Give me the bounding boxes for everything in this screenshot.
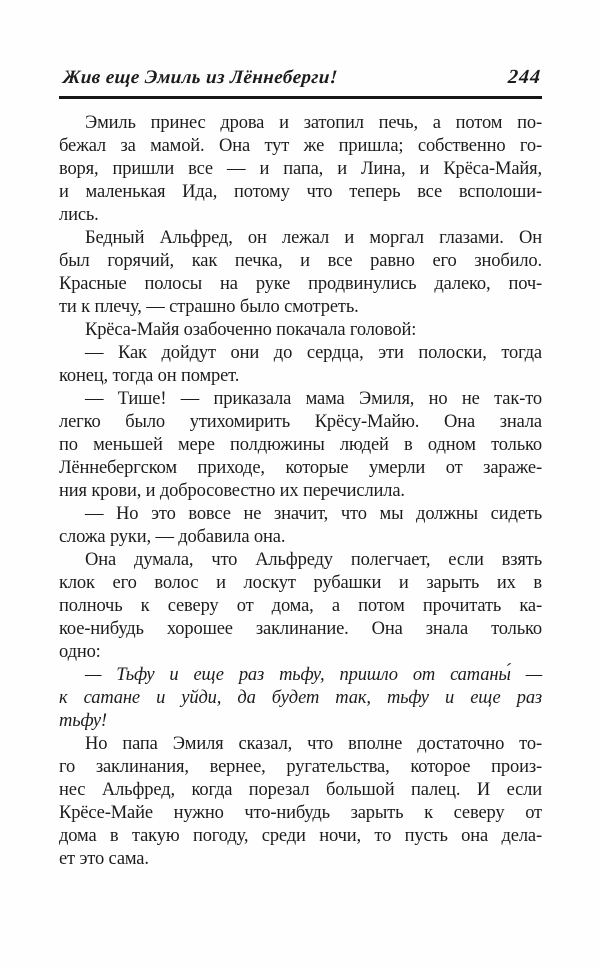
text-line: одно: — [59, 642, 101, 662]
page-number: 244 — [507, 66, 542, 88]
text-line: Она думала, что Альфреду полегчает, если взять — [85, 550, 542, 570]
text-line: полночь к северу от дома, а потом прочитать ка- — [59, 596, 542, 616]
text-line: бежал за мамой. Она тут же пришла; собственно го- — [59, 136, 542, 156]
text-line: и маленькая Ида, потому что теперь все всполоши- — [59, 182, 542, 202]
text-line: клок его волос и лоскут рубашки и зарыть их в — [59, 573, 542, 593]
text-line: ния крови, и добросовестно их перечислила. — [59, 481, 405, 501]
text-line: был горячий, как печка, и все равно его знобило. — [59, 251, 542, 271]
text-line: дома в такую погоду, среди ночи, то пусть она дела- — [59, 826, 542, 846]
text-line: кое-нибудь хорошее заклинание. Она знала только — [59, 619, 542, 639]
text-line: лись. — [59, 205, 99, 225]
text-line: — Но это вовсе не значит, что мы должны сидеть — [85, 504, 542, 524]
text-line: Крёсе-Майе нужно что-нибудь зарыть к северу от — [59, 803, 542, 823]
header-rule — [59, 96, 542, 99]
text-line: Красные полосы на руке продвинулись далеко, поч- — [59, 274, 542, 294]
text-line: тьфу! — [59, 711, 107, 731]
text-line: конец, тогда он помрет. — [59, 366, 240, 386]
running-header — [58, 66, 543, 89]
text-line: ти к плечу, — страшно было смотреть. — [59, 297, 359, 317]
text-line: легко было утихомирить Крёсу-Майю. Она знала — [59, 412, 542, 432]
running-title: Жив еще Эмиль из Лённеберги! — [62, 67, 339, 88]
text-line: к сатане и уйди, да будет так, тьфу и еще раз — [59, 688, 542, 708]
text-line: по меньшей мере полдюжины людей в одном только — [59, 435, 542, 455]
text-line: Бедный Альфред, он лежал и моргал глазами. Он — [85, 228, 542, 248]
page-content — [59, 66, 542, 871]
text-line: Крёса-Майя озабоченно покачала головой: — [85, 320, 417, 340]
text-line: воря, пришли все — и папа, и Лина, и Крёса-Майя, — [59, 159, 542, 179]
text-line: — Как дойдут они до сердца, эти полоски, тогда — [85, 343, 542, 363]
text-line: — Тьфу и еще раз тьфу, пришло от сатаны́ — — [85, 665, 542, 685]
text-line: ет это сама. — [59, 849, 149, 869]
text-line: го заклинания, вернее, ругательства, которое произ- — [59, 757, 542, 777]
text-line: сложа руки, — добавила она. — [59, 527, 286, 547]
text-line: Эмиль принес дрова и затопил печь, а потом по- — [85, 113, 542, 133]
body-text — [59, 112, 542, 871]
text-line: Лённебергском приходе, которые умерли от зараже- — [59, 458, 542, 478]
text-line: — Тише! — приказала мама Эмиля, но не так-то — [85, 389, 542, 409]
text-line: Но папа Эмиля сказал, что вполне достаточно то- — [85, 734, 542, 754]
text-line: нес Альфред, когда порезал большой палец. И если — [59, 780, 542, 800]
